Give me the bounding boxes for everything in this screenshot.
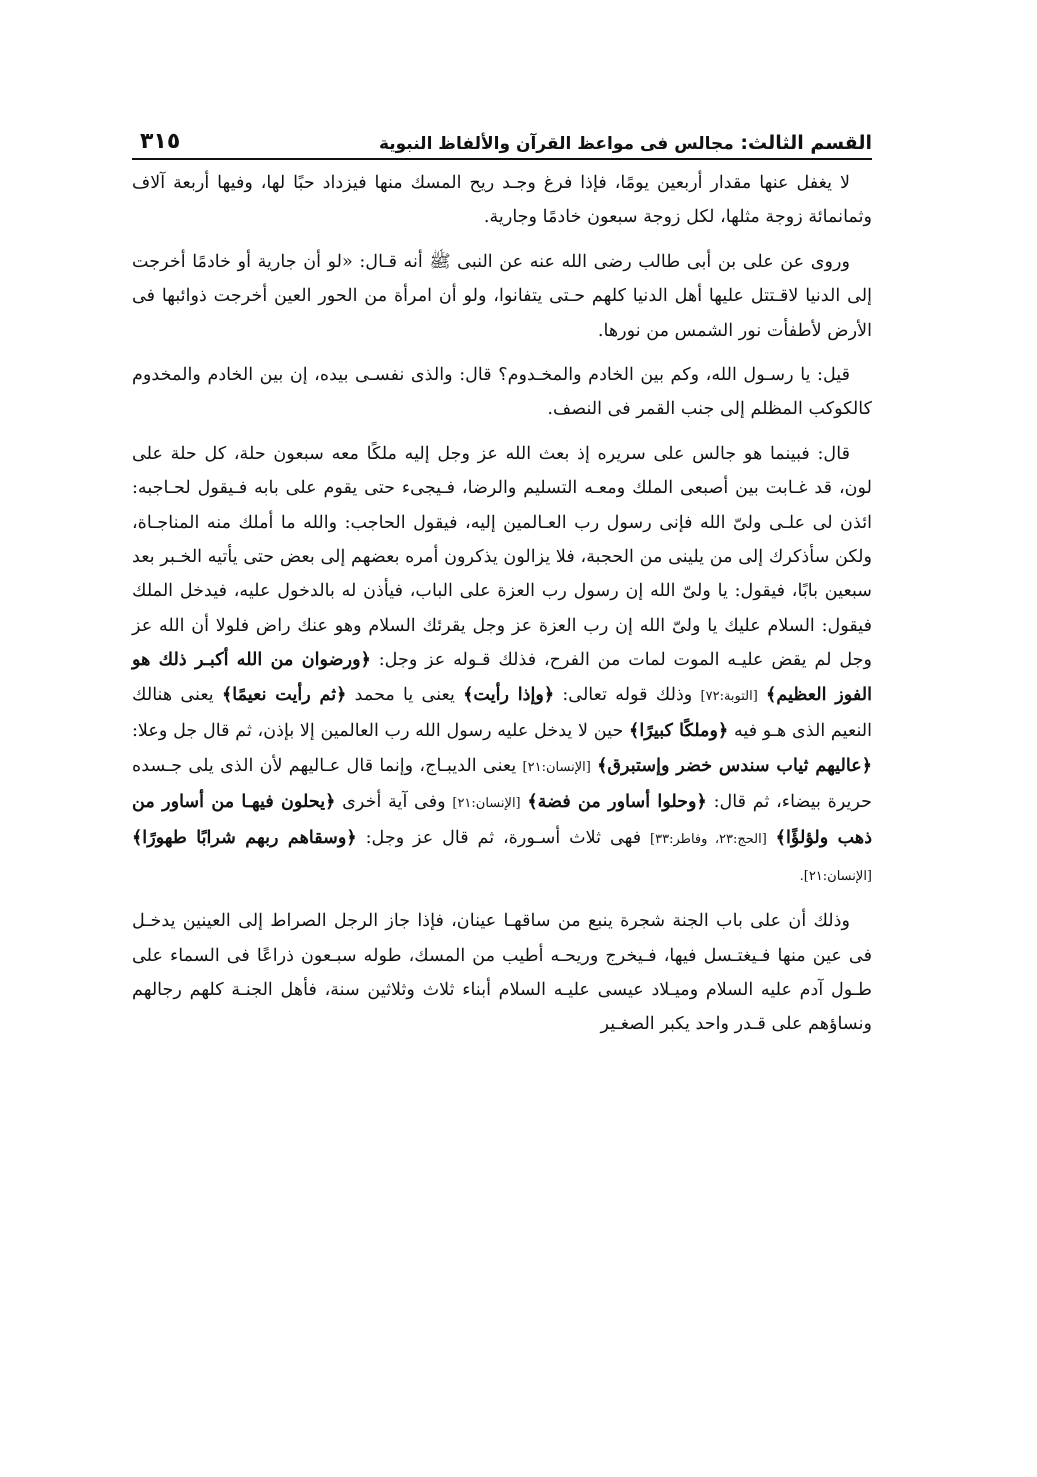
quran-quote: ﴿يحلون فيهـا من أساور من ذهب ولؤلؤًا﴾ [132, 790, 873, 849]
header-title [379, 132, 872, 154]
quran-quote: ﴿وإذا رأيت﴾ [463, 683, 555, 705]
header-subtitle: مجالس فى مواعظ القرآن والألفاظ النبوية [378, 134, 734, 154]
verse-reference: [الإنسان:٢١]. [799, 868, 872, 884]
text-run: فهى ثلاث أسـورة، ثم قال عز وجل: [365, 828, 642, 849]
paragraph-5: وذلك أن على باب الجنة شجرة ينبع من ساقهـا عينان، فإذا جاز الرجل الصراط إلى العينين يدخـل فى عين منها فـيغتـسل فيها، فـيخرج وريحـه أطيب من المسك، طوله سبـعون ذراعًا فى السماء على طـول آدم عليه السلام وميـلاد عيسى عليـه السلام أبناء ثلاث وثلاثين سنة، فأهل الجنـة كلهم رجالهم ونساؤهم على قـدر واحد يكبر الصغـير [132, 911, 872, 1035]
book-page [132, 112, 872, 1362]
verse-reference: [الإنسان:٢١] [522, 759, 591, 775]
quran-quote: ﴿وملكًا كبيرًا﴾ [629, 720, 729, 742]
verse-reference: [الإنسان:٢١] [452, 795, 521, 811]
page-number: ٣١٥ [140, 129, 181, 154]
header-section: القسم الثالث [748, 132, 872, 154]
paragraph-3: قيل: يا رسـول الله، وكم بين الخادم والمخـدوم؟ قال: والذى نفسـى بيده، إن بين الخادم والمخدوم كالكوكب المظلم إلى جنب القمر فى النصف. [132, 365, 872, 420]
running-header [132, 112, 872, 160]
quran-quote: ﴿عاليهم ثياب سندس خضر وإستبرق﴾ [597, 754, 873, 776]
paragraph-1: لا يغفل عنها مقدار أربعين يومًا، فإذا فرغ وجـد ريح المسك منها فيزداد حبًا لها، وفيها أربعة آلاف وثمانمائة زوجة مثلها، لكل زوجة سبعون خادمًا وجارية. [132, 173, 872, 228]
quran-quote: ﴿وسقاهم ربهم شرابًا طهورًا﴾ [132, 827, 357, 849]
text-run: يعنى يا محمد [354, 684, 455, 705]
text-run: وذلك قوله تعالى: [562, 684, 693, 705]
body-text [132, 166, 872, 1042]
verse-reference: [الحج:٢٣، وفاطر:٣٣] [650, 832, 767, 848]
text-run: يعنى الديبـاج، وإنما قال عـاليهم لأن الذى يلى جـسده حريرة بيضاء، ثم قال: [132, 755, 873, 812]
text-run: حين لا يدخل عليه رسول الله رب العالمين إلا بإذن، ثم قال جل وعلا: [132, 721, 624, 742]
quran-quote: ﴿وحلوا أساور من فضة﴾ [527, 790, 707, 812]
paragraph-4 [132, 437, 872, 894]
quran-quote: ﴿ورضوان من الله أكبـر ذلك هو الفوز العظيم﴾ [132, 649, 873, 705]
verse-reference: [التوبة:٧٢] [700, 688, 758, 704]
text-run: قال: فبينما هو جالس على سريره إذ بعث الله عز وجل إليه ملكًا معه سبعون حلة، كل حلة على لون، قد غـابت بين أصبعى الملك ومعـه التسليم والرضا، فـيجىء حتى يقوم على بابه فـيقول لحـاجبه: ائذن لى علـى ولىّ الله فإنى رسول رب العـالمين إليه، فيقول الحاجب: والله ما أملك منه المناجـاة، ولكن سأذكرك إلى من يلينى من الحجبة، فلا يزالون يذكرون أمره بعضهم إلى بعض حتى يأتيه الخـبر بعد سبعين بابًا، فيقول: يا ولىّ الله إن رسول رب العزة على الباب، فيأذن له بالدخول عليه، فيدخل الملك فيقول: السلام عليك يا ولىّ الله إن رب العزة عز وجل يقرئك السلام وهو عنك راض فلولا أن الله عز وجل لم يقض عليـه الموت لمات من الفرح، فذلك قـوله عز وجل: [132, 443, 873, 671]
text-run: يعنى هنالك النعيم الذى هـو فيه [132, 684, 873, 742]
quran-quote: ﴿ثم رأيت نعيمًا﴾ [221, 683, 347, 705]
header-separator: : [740, 132, 749, 154]
paragraph-2: وروى عن على بن أبى طالب رضى الله عنه عن النبى ﷺ أنه قـال: «لو أن جارية أو خادمًا أخرجت إلى الدنيا لاقـتتل عليها أهل الدنيا كلهم حـتى يتفانوا، ولو أن امرأة من الحور العين أخرجت ذوائبها فى الأرض لأطفأت نور الشمس من نورها. [132, 251, 872, 341]
text-run: وفى آية أخرى [342, 791, 446, 812]
